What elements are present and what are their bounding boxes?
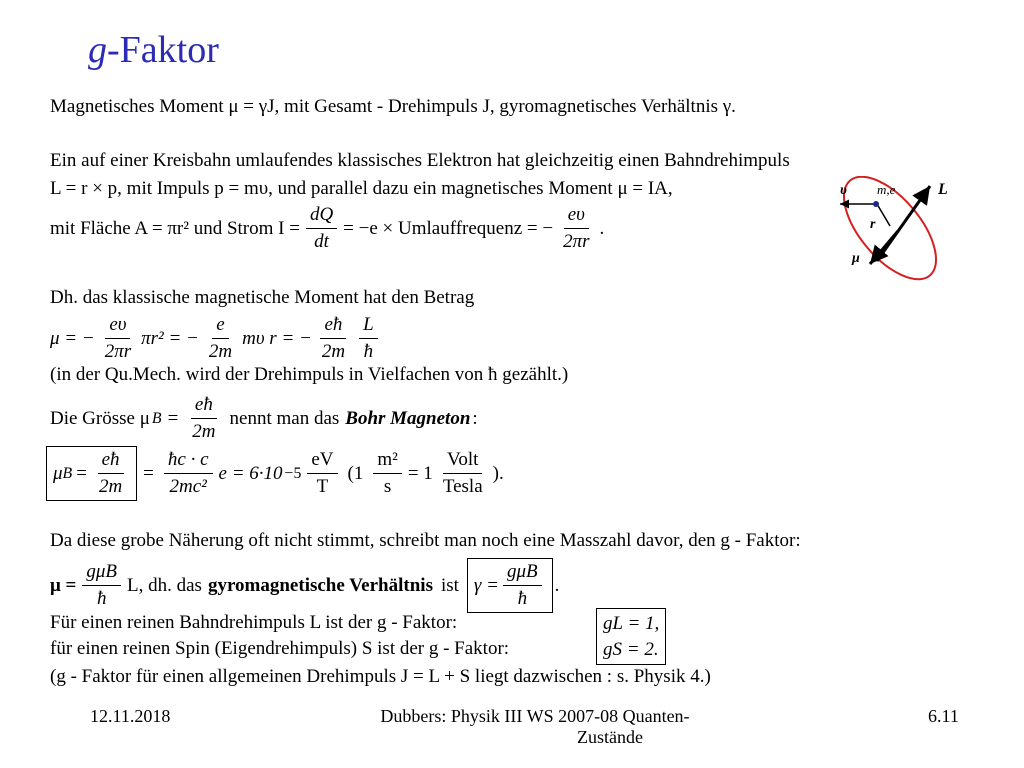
g-factor-equation: μ = $\frac{\text{gμB}}{ħ}$ L, dh. das gyromagnetische Verhältnis ist γ = $\frac{\text{gμB}}{ħ}$ . [50,558,559,613]
mu-label: μ [852,251,860,266]
footer-date: 12.11.2018 [90,706,171,726]
eq4-prefix: mit Fläche A = πr² und Strom I = [50,217,300,239]
title-symbol: g [88,29,107,71]
me-label: m,e [877,182,896,197]
gamma-formula-box: γ = $\frac{\text{gμB}}{ħ}$ [467,558,553,613]
footer-course-line1: Dubbers: Physik III WS 2007-08 Quanten- [380,706,690,726]
page-title [88,28,219,72]
text-line-8: Da diese grobe Näherung oft nicht stimmt, schreibt man noch eine Masszahl davor, den g - Faktor: [50,530,801,551]
bohr-magneton-term: Bohr Magneton [345,407,471,429]
text-line-2: Ein auf einer Kreisbahn umlaufendes klassisches Elektron hat gleichzeitig einen Bahndrehimpuls [50,150,790,171]
bohr-formula-box: μ B = $\frac{eħ}{2m}$ [46,446,137,501]
mu-equation: μ = − $\frac{e\upsilon}{2\pi r}$ πr² = − $\frac{e}{2m}$ mυ r = − $\frac{eħ}{2m}$ $\frac{L}{ħ}$ [50,314,382,363]
footer-course-line2: Zustände [577,727,643,747]
eq4-middle: = −e × Umlauffrequenz = − [343,217,554,239]
mu-vector [870,231,898,264]
text-line-9: Für einen reinen Bahndrehimpuls L ist der g - Faktor: [50,612,458,633]
electron-dot [873,201,879,207]
text-line-11: (g - Faktor für einen allgemeinen Drehimpuls J = L + S liegt dazwischen : s. Physik 4.) [50,666,711,687]
gyromagnetic-ratio-term: gyromagnetische Verhältnis [207,574,433,596]
r-label: r [870,217,876,232]
bohr-value-equation: μ B = $\frac{eħ}{2m}$ = $\frac{ħc \cdot c}{\text{2mc²}}$ e = 6·10 −5 $\frac{eV}{T}$ (1 $\frac{\text{m²}}{s}$ = 1 $\frac{\text{Volt}}{\text{Tesla}}$ ). [46,446,504,501]
dq-dt-fraction: $\frac{dQ}{dt}$ [306,204,337,253]
g-values-box [596,608,666,665]
bohr-definition: Die Grösse μ B = $\frac{eħ}{2m}$ nennt man das Bohr Magneton : [50,394,478,442]
area-current-equation: mit Fläche A = πr² und Strom I = $\frac{dQ}{dt}$ = −e × Umlauffrequenz = − $\frac{e\upsilon}{2\pi r}$ . [50,204,605,252]
orbit-diagram [822,176,962,286]
text-line-6: (in der Qu.Mech. wird der Drehimpuls in Vielfachen von ħ gezählt.) [50,364,569,385]
text-line-5: Dh. das klassische magnetische Moment hat den Betrag [50,287,475,308]
footer-page-number: 6.11 [928,706,959,726]
g-orbital-value: gL = 1, [603,613,660,634]
ev-2pir-fraction: $\frac{e\upsilon}{2\pi r}$ [563,204,590,252]
g-spin-value: gS = 2. [603,638,659,660]
L-label: L [938,181,948,198]
radius-line [877,204,890,226]
text-line-10: für einen reinen Spin (Eigendrehimpuls) S ist der g - Faktor: [50,638,510,659]
title-text: -Faktor [107,29,219,71]
footer-course [360,706,710,748]
text-line-1: Magnetisches Moment μ = γJ, mit Gesamt - Drehimpuls J, gyromagnetisches Verhältnis γ. [50,96,736,117]
v-label: υ [840,183,847,198]
text-line-3: L = r × p, mit Impuls p = mυ, und parallel dazu ein magnetisches Moment μ = IA, [50,178,673,199]
